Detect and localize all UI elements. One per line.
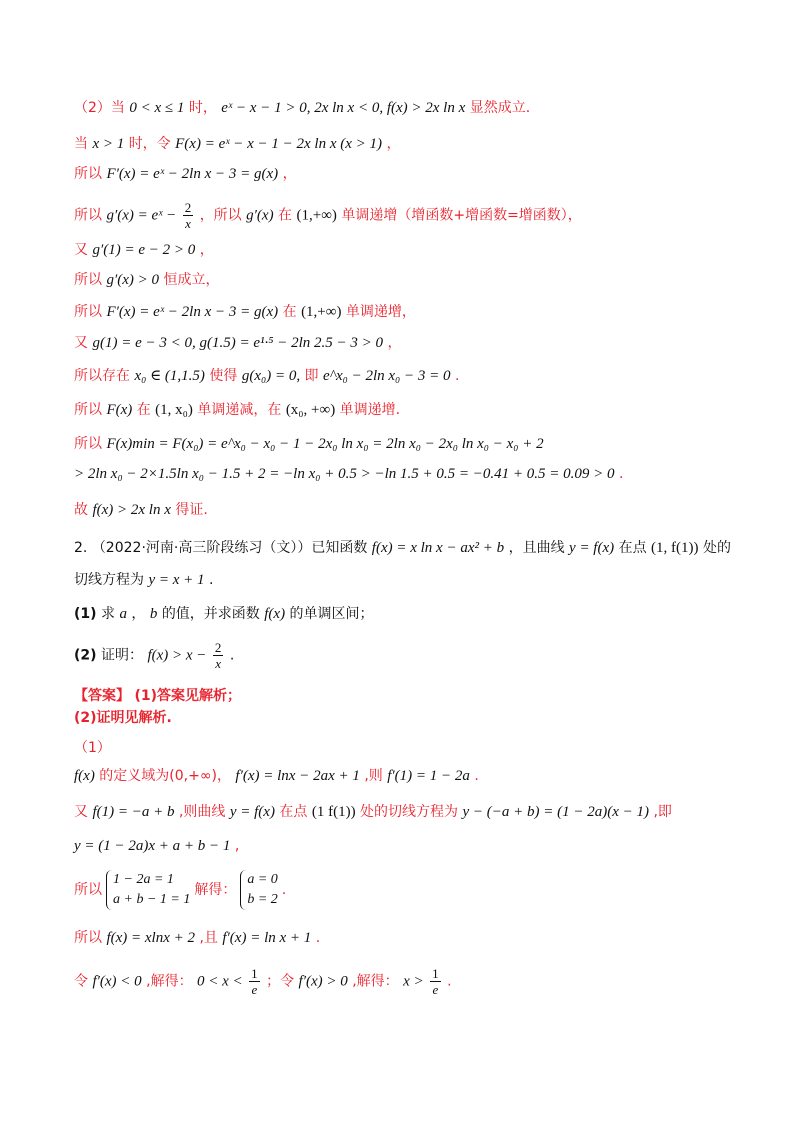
- text: 的单调区间；: [289, 606, 374, 622]
- fraction-numerator: 2: [184, 200, 192, 215]
- problem2-line-2: [74, 570, 213, 590]
- problem-source: （2022·河南·高三阶段练习（文））已知函数: [91, 540, 368, 556]
- text: ,解得：: [146, 973, 193, 990]
- fraction: [430, 966, 441, 997]
- math: b: [149, 606, 158, 622]
- math: g(1) = e − 3 < 0, g(1.5) = e¹·⁵ − 2ln 2.5 − 3 > 0: [92, 335, 383, 351]
- math: y = x + 1: [148, 572, 205, 588]
- text: ,解得：: [352, 973, 399, 990]
- math: F(x): [106, 402, 133, 418]
- proof-line-10: [74, 400, 400, 420]
- text: 单调递减，在: [197, 402, 282, 418]
- text: 当: [74, 136, 88, 152]
- text: 所以: [74, 272, 102, 288]
- math: (1 f(1)): [311, 804, 356, 820]
- question-label: (2): [74, 647, 97, 664]
- answer-text: (2)证明见解析.: [74, 710, 172, 726]
- text: 所以: [74, 166, 102, 182]
- math: f′(x) > 0: [298, 973, 348, 990]
- math: f(x) > x −: [147, 647, 207, 664]
- text: 在: [282, 304, 297, 320]
- proof-line-4: [74, 200, 582, 231]
- math: g′(x) = eˣ −: [106, 207, 177, 224]
- equation: 1 − 2a = 1: [113, 872, 174, 887]
- text: 又: [74, 242, 88, 258]
- text: .: [208, 572, 214, 588]
- proof-line-1: [74, 98, 530, 118]
- text: .: [454, 368, 460, 384]
- text: 得证.: [175, 502, 208, 518]
- text: 所以: [74, 304, 102, 320]
- solution-system: [240, 870, 277, 910]
- math: F′(x) = eˣ − 2ln x − 3 = g(x): [106, 166, 279, 182]
- math: F(x) = eˣ − x − 1 − 2x ln x (x > 1): [175, 136, 382, 152]
- math: (1, f(1)): [651, 540, 699, 556]
- text: ；令: [266, 973, 295, 990]
- answer-text: (1)答案见解析；: [134, 688, 241, 704]
- text: （2）当: [74, 100, 125, 116]
- fraction-denominator: e: [432, 982, 439, 997]
- problem2-question-1: [74, 604, 374, 624]
- text: ，所以: [199, 207, 242, 224]
- proof-line-5: [74, 240, 214, 260]
- answer-line-2: [74, 708, 172, 728]
- answer-tag: 【答案】: [74, 688, 130, 704]
- proof-line-6: [74, 270, 219, 290]
- solution-line-3: [74, 836, 239, 856]
- part-label: （1）: [74, 740, 111, 756]
- math: g(x₀) = 0,: [241, 368, 301, 384]
- question-label: (1): [74, 606, 97, 622]
- solution-line-6: [74, 966, 452, 997]
- solution-line-1: [74, 766, 479, 786]
- text: .: [618, 466, 624, 482]
- text: .: [447, 973, 452, 990]
- text: 处的切线方程为: [360, 804, 459, 820]
- math: x >: [403, 973, 424, 990]
- text: .: [315, 930, 321, 946]
- math: 0 < x ≤ 1: [129, 100, 185, 116]
- proof-line-11: [74, 434, 544, 454]
- math: f(x) > 2x ln x: [92, 502, 171, 518]
- math: g′(x) > 0: [106, 272, 160, 288]
- proof-line-7: [74, 302, 416, 322]
- text: 恒成立，: [163, 272, 220, 288]
- text: 证明：: [101, 647, 143, 664]
- text: 使得: [209, 368, 238, 384]
- math: x > 1: [92, 136, 125, 152]
- fraction-denominator: x: [215, 656, 222, 671]
- text: .: [229, 647, 235, 664]
- text: 求: [101, 606, 115, 622]
- math: f(x) = x ln x − ax² + b: [371, 540, 505, 556]
- text: 解得：: [194, 882, 237, 898]
- text: ，: [131, 606, 146, 622]
- fraction-denominator: e: [251, 982, 258, 997]
- equation: a + b − 1 = 1: [113, 892, 191, 907]
- math: g′(x): [246, 207, 274, 224]
- text: ,则: [364, 768, 383, 784]
- problem2-line-1: [74, 538, 731, 558]
- text: ，: [199, 242, 214, 258]
- text: 单调递增，: [345, 304, 416, 320]
- text: 在点: [279, 804, 308, 820]
- math: x₀ ∈ (1,1.5): [134, 368, 205, 384]
- text: 时，: [188, 100, 217, 116]
- math: F(x)min = F(x₀) = e^x₀ − x₀ − 1 − 2x₀ ln x₀ = 2ln x₀ − 2x₀ ln x₀ − x₀ + 2: [106, 436, 544, 452]
- text: 单调递增.: [339, 402, 401, 418]
- text: 显然成立.: [469, 100, 531, 116]
- math: (1,+∞): [301, 304, 342, 320]
- text: 的值，并求函数: [161, 606, 260, 622]
- text: 所以: [74, 207, 102, 224]
- text: 在: [136, 402, 151, 418]
- proof-line-9: [74, 366, 459, 386]
- text: ，且曲线: [508, 540, 565, 556]
- math: f(x) = xlnx + 2: [106, 930, 195, 946]
- problem-number: 2.: [74, 540, 88, 556]
- text: ,则曲线: [178, 804, 226, 820]
- math: f(x): [74, 768, 95, 784]
- text: 令: [74, 973, 88, 990]
- text: 所以: [74, 882, 102, 898]
- text: 在: [278, 207, 293, 224]
- text: 时，令: [128, 136, 171, 152]
- equation: a = 0: [247, 872, 278, 887]
- math: (1,+∞): [296, 207, 337, 224]
- solution-line-4: [74, 870, 286, 910]
- text: 所以: [74, 402, 102, 418]
- text: .: [281, 882, 287, 898]
- proof-line-8: [74, 333, 401, 353]
- math: e^x₀ − 2ln x₀ − 3 = 0: [322, 368, 451, 384]
- fraction-numerator: 1: [432, 966, 439, 981]
- answer-line-1: [74, 686, 241, 706]
- math: eˣ − x − 1 > 0, 2x ln x < 0, f(x) > 2x ln x: [221, 100, 466, 116]
- math: (x₀, +∞): [285, 402, 336, 418]
- math: g′(1) = e − 2 > 0: [92, 242, 196, 258]
- text: 所以: [74, 436, 102, 452]
- math: (1, x₀): [155, 402, 193, 418]
- math: y = (1 − 2a)x + a + b − 1: [74, 838, 231, 854]
- math: y − (−a + b) = (1 − 2a)(x − 1): [462, 804, 650, 820]
- text: 又: [74, 335, 88, 351]
- proof-line-2: [74, 134, 400, 154]
- math: a: [119, 606, 127, 622]
- proof-line-13: [74, 500, 208, 520]
- text: 单调递增（增函数+增函数=增函数），: [341, 207, 582, 224]
- math: y = f(x): [229, 804, 275, 820]
- math: f′(x) = lnx − 2ax + 1: [235, 768, 360, 784]
- proof-line-3: [74, 164, 297, 184]
- text: 所以存在: [74, 368, 130, 384]
- text: .: [474, 768, 479, 784]
- text: ，: [386, 136, 401, 152]
- math: f′(x) = ln x + 1: [222, 930, 312, 946]
- math: f(x): [264, 606, 286, 622]
- text: 即: [304, 368, 319, 384]
- text: ，: [387, 335, 402, 351]
- text: 在点: [618, 540, 647, 556]
- equation: b = 2: [247, 892, 278, 907]
- fraction-denominator: x: [185, 216, 191, 231]
- text: ,即: [653, 804, 672, 820]
- text: ,且: [199, 930, 218, 946]
- math: y = f(x): [569, 540, 615, 556]
- text: 的定义域为(0,+∞)，: [99, 768, 231, 784]
- problem2-question-2: [74, 640, 234, 671]
- fraction-numerator: 1: [251, 966, 258, 981]
- proof-line-12: [74, 464, 623, 484]
- math: > 2ln x₀ − 2×1.5ln x₀ − 1.5 + 2 = −ln x₀ + 0.5 > −ln 1.5 + 0.5 = −0.41 + 0.5 = 0.09 > 0: [74, 466, 615, 482]
- solution-line-5: [74, 928, 320, 948]
- fraction-numerator: 2: [214, 640, 222, 655]
- math: 0 < x <: [197, 973, 243, 990]
- text: 又: [74, 804, 88, 820]
- text: 处的: [702, 540, 731, 556]
- fraction: [183, 200, 194, 231]
- text: 故: [74, 502, 88, 518]
- text: ,: [234, 838, 240, 854]
- equation-system: [106, 870, 190, 910]
- answer-part-label: [74, 738, 111, 758]
- text: ，: [282, 166, 297, 182]
- text: 切线方程为: [74, 572, 144, 588]
- fraction: [213, 640, 224, 671]
- text: 所以: [74, 930, 102, 946]
- solution-line-2: [74, 802, 672, 822]
- fraction: [249, 966, 260, 997]
- math: f′(x) < 0: [92, 973, 142, 990]
- math: F′(x) = eˣ − 2ln x − 3 = g(x): [106, 304, 279, 320]
- math: f(1) = −a + b: [92, 804, 175, 820]
- math: f′(1) = 1 − 2a: [387, 768, 470, 784]
